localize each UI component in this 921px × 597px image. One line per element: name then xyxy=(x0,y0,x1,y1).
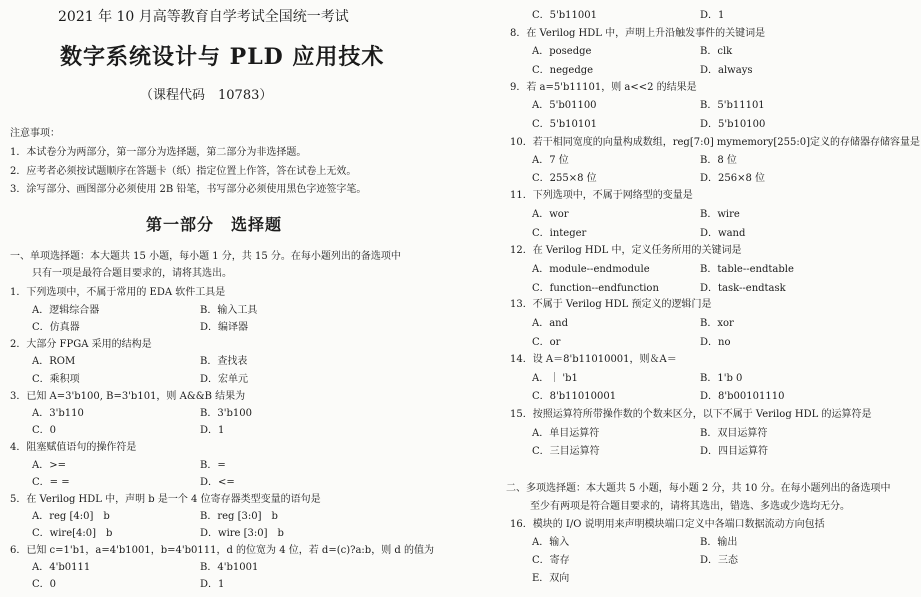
exam-header: 2021 年 10 月高等教育自学考试全国统一考试 xyxy=(58,9,349,25)
question-stem: 3．已知 A=3'b100, B=3'b101，则 A&&B 结果为 xyxy=(10,391,246,402)
part-one-title: 第一部分 选择题 xyxy=(146,215,283,234)
option-a: A．4'b0111 xyxy=(32,562,91,573)
question-stem: 4．阻塞赋值语句的操作符是 xyxy=(10,442,137,453)
option-a: A．｜ 'b1 xyxy=(532,373,578,384)
option-d: D．1 xyxy=(200,425,225,436)
question-stem: 6．已知 c=1'b1，a=4'b1001，b=4'b0111，d 的位宽为 4 位，若 d=(c)?a:b，则 d 的值为 xyxy=(10,545,434,556)
option-b: B．table--endtable xyxy=(700,264,794,275)
option-a: A．wor xyxy=(532,209,569,220)
option-b: B．reg [3:0] b xyxy=(200,511,278,522)
question-stem: 16．模块的 I/O 说明用来声明模块端口定义中各端口数据流动方向包括 xyxy=(510,519,825,530)
option-b: B．8 位 xyxy=(700,155,737,166)
option-a: A．单目运算符 xyxy=(532,428,600,439)
question-stem: 15．按照运算符所带操作数的个数来区分，以下不属于 Verilog HDL 的运算符是 xyxy=(510,409,872,420)
option-c: C．5'b11001 xyxy=(532,10,597,21)
option-e: E．双向 xyxy=(532,573,570,584)
option-d: D．256×8 位 xyxy=(700,173,766,184)
option-a: A．逻辑综合器 xyxy=(32,305,100,316)
section-two-intro: 至少有两项是符合题目要求的，请将其选出，错选、多选或少选均无分。 xyxy=(530,501,850,512)
option-b: B．查找表 xyxy=(200,356,248,367)
option-c: C．乘积项 xyxy=(32,374,80,385)
option-c: C．function--endfunction xyxy=(532,283,659,294)
section-one-intro: 一、单项选择题：本大题共 15 小题，每小题 1 分，共 15 分。在每小题列出的备选项中 xyxy=(10,251,401,262)
option-a: A．and xyxy=(532,318,569,329)
page-title: 数字系统设计与 PLD 应用技术 xyxy=(60,44,385,70)
option-b: B．4'b1001 xyxy=(200,562,259,573)
notice-item: 1．本试卷分为两部分，第一部分为选择题，第二部分为非选择题。 xyxy=(10,147,307,158)
option-d: D．always xyxy=(700,65,753,76)
option-c: C．or xyxy=(532,337,561,348)
option-a: A．输入 xyxy=(532,537,570,548)
notice-heading: 注意事项： xyxy=(10,128,60,139)
option-b: B．输出 xyxy=(700,537,738,548)
question-stem: 14．设 A＝8'b11010001，则＆A＝ xyxy=(510,354,677,365)
option-d: D．task--endtask xyxy=(700,283,786,294)
option-c: C．0 xyxy=(32,579,57,590)
question-stem: 11．下列选项中，不属于网络型的变量是 xyxy=(510,190,693,201)
option-c: C．0 xyxy=(32,425,57,436)
question-stem: 1．下列选项中，不属于常用的 EDA 软件工具是 xyxy=(10,287,226,298)
notice-item: 3．涂写部分、画图部分必须使用 2B 铅笔，书写部分必须使用黑色字迹签字笔。 xyxy=(10,184,367,195)
option-b: B．1'b 0 xyxy=(700,373,743,384)
option-a: A．3'b110 xyxy=(32,408,84,419)
section-one-intro: 只有一项是最符合题目要求的，请将其选出。 xyxy=(32,268,232,279)
option-c: C．= = xyxy=(32,477,70,488)
question-stem: 9．若 a=5'b11101，则 a<<2 的结果是 xyxy=(510,82,697,93)
question-stem: 2．大部分 FPGA 采用的结构是 xyxy=(10,339,152,350)
option-d: D．四目运算符 xyxy=(700,446,769,457)
option-d: D．<= xyxy=(200,477,235,488)
option-c: C．三目运算符 xyxy=(532,446,600,457)
option-c: C．wire[4:0] b xyxy=(32,528,113,539)
question-stem: 10．若干相同宽度的向量构成数组，reg[7:0] mymemory[255:0]定义的存储器存储容量是 xyxy=(510,137,920,148)
option-a: A．7 位 xyxy=(532,155,569,166)
question-stem: 8．在 Verilog HDL 中，声明上升沿触发事件的关键词是 xyxy=(510,28,766,39)
option-d: D．1 xyxy=(700,10,725,21)
option-a: A．>= xyxy=(32,460,66,471)
option-b: B．= xyxy=(200,460,226,471)
option-b: B．5'b11101 xyxy=(700,100,765,111)
option-a: A．module--endmodule xyxy=(532,264,650,275)
option-b: B．双目运算符 xyxy=(700,428,768,439)
option-b: B．clk xyxy=(700,46,733,57)
option-b: B．xor xyxy=(700,318,734,329)
option-d: D．no xyxy=(700,337,731,348)
option-a: A．posedge xyxy=(532,46,592,57)
question-stem: 5．在 Verilog HDL 中，声明 b 是一个 4 位寄存器类型变量的语句是 xyxy=(10,494,321,505)
option-d: D．5'b10100 xyxy=(700,119,766,130)
option-d: D．1 xyxy=(200,579,225,590)
option-c: C．8'b11010001 xyxy=(532,391,617,402)
option-d: D．宏单元 xyxy=(200,374,249,385)
option-d: D．编译器 xyxy=(200,322,249,333)
option-d: D．wire [3:0] b xyxy=(200,528,284,539)
option-b: B．输入工具 xyxy=(200,305,258,316)
question-stem: 12．在 Verilog HDL 中，定义任务所用的关键词是 xyxy=(510,245,742,256)
option-d: D．三态 xyxy=(700,555,739,566)
section-two-intro: 二、多项选择题：本大题共 5 小题，每小题 2 分，共 10 分。在每小题列出的备选项中 xyxy=(506,483,891,494)
option-b: B．wire xyxy=(700,209,740,220)
option-a: A．5'b01100 xyxy=(532,100,597,111)
option-b: B．3'b100 xyxy=(200,408,252,419)
course-code: （课程代码 10783） xyxy=(140,88,273,103)
option-c: C．寄存 xyxy=(532,555,570,566)
option-d: D．wand xyxy=(700,228,746,239)
option-c: C．negedge xyxy=(532,65,594,76)
option-c: C．5'b10101 xyxy=(532,119,597,130)
option-a: A．reg [4:0] b xyxy=(32,511,110,522)
notice-item: 2．应考者必须按试题顺序在答题卡（纸）指定位置上作答，答在试卷上无效。 xyxy=(10,166,357,177)
option-c: C．integer xyxy=(532,228,587,239)
option-d: D．8'b00101110 xyxy=(700,391,785,402)
option-c: C．仿真器 xyxy=(32,322,80,333)
option-c: C．255×8 位 xyxy=(532,173,597,184)
question-stem: 13．不属于 Verilog HDL 预定义的逻辑门是 xyxy=(510,299,712,310)
option-a: A．ROM xyxy=(32,356,76,367)
